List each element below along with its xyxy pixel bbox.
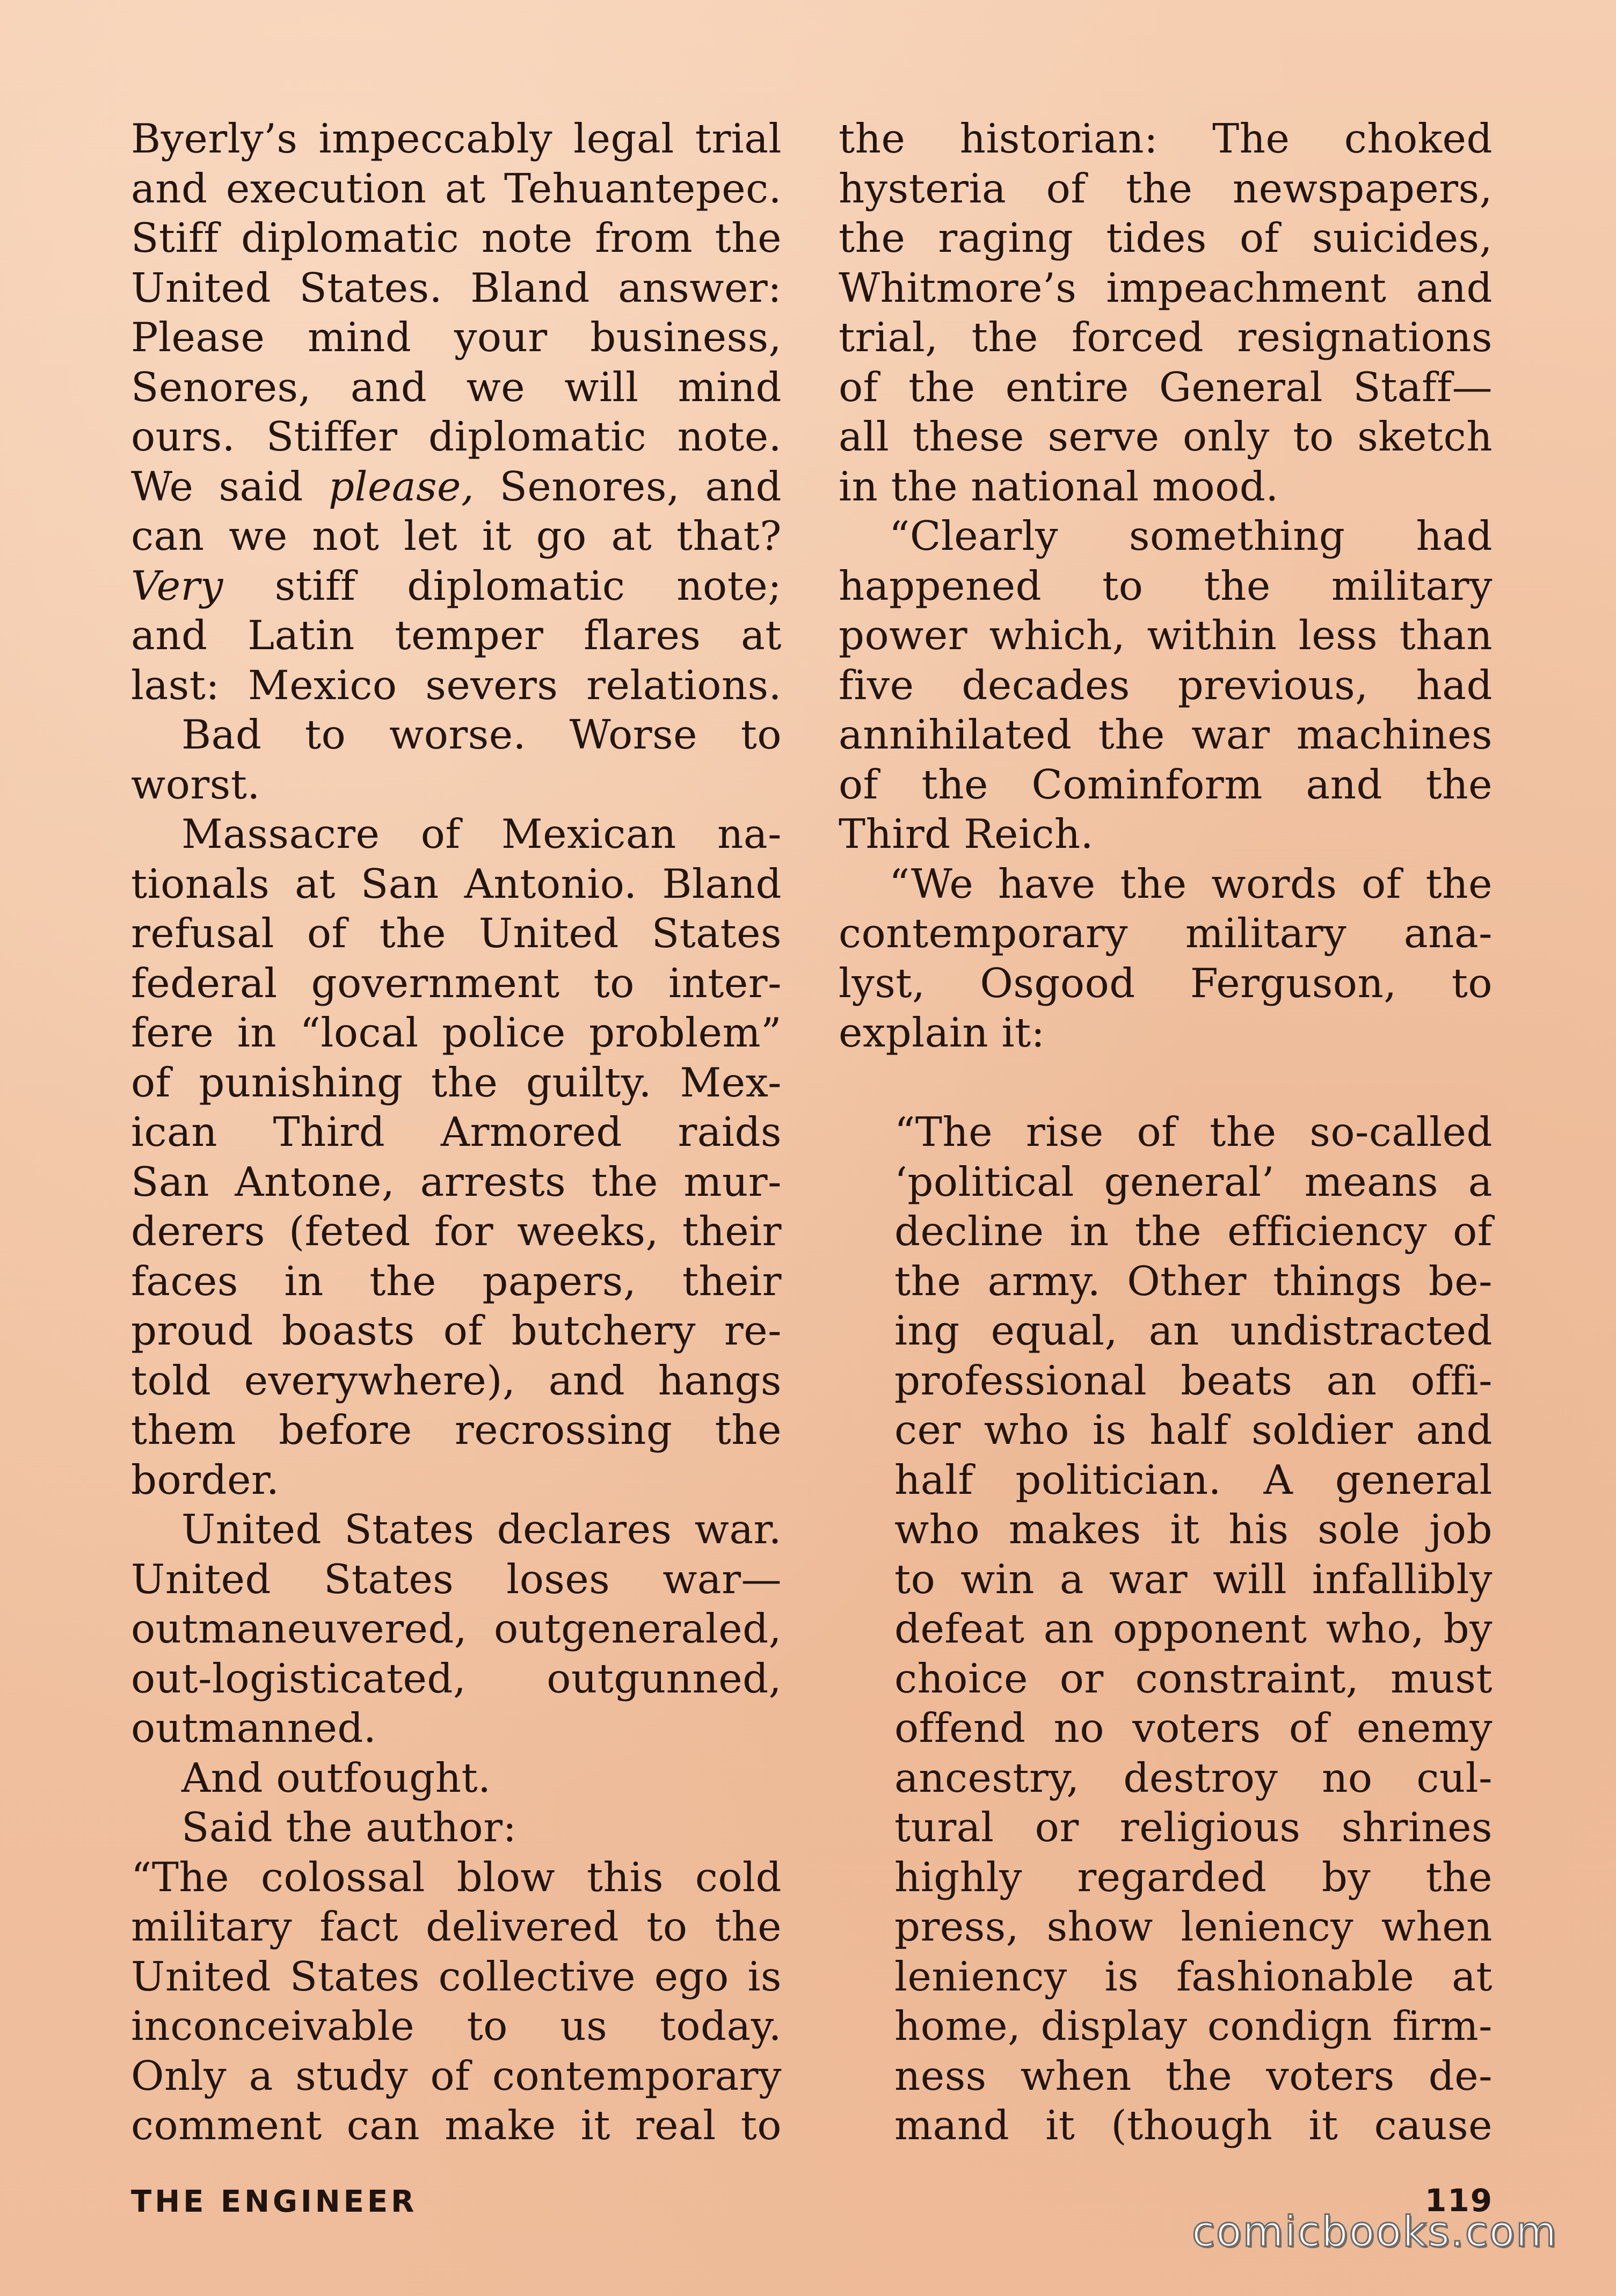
text-line: annihilated the war machines [839, 711, 1493, 758]
text-line: inconceivable to us today. [131, 2002, 782, 2050]
text-line: United States loses war— [131, 1555, 782, 1603]
text-line: “The colossal blow this cold [131, 1853, 782, 1901]
text-line: derers (feted for weeks, their [131, 1208, 782, 1255]
block-quote-line: the army. Other things be- [894, 1257, 1493, 1305]
block-quote-line: mand it (though it cause [894, 2102, 1493, 2149]
text-line: lyst, Osgood Ferguson, to [839, 959, 1493, 1007]
text-line: Please mind your business, [131, 314, 782, 361]
text-line: in the national mood. [839, 462, 1279, 510]
text-line: Only a study of contemporary [131, 2052, 782, 2099]
text-line: comment can make it real to [131, 2102, 782, 2149]
text-line: out-logisticated, outgunned, [131, 1654, 782, 1702]
paragraph-start-line: Massacre of Mexican na- [181, 810, 782, 858]
text-line: of the entire General Staff— [839, 363, 1493, 411]
text-line: border. [131, 1456, 280, 1503]
paragraph-start-line: “Clearly something had [889, 512, 1493, 560]
text-line [131, 561, 782, 611]
text-line: five decades previous, had [839, 661, 1493, 709]
text-line: military fact delivered to the [131, 1903, 782, 1950]
text-line: all these serve only to sketch [839, 413, 1493, 460]
running-footer-title: THE ENGINEER [131, 2184, 418, 2219]
paragraph-start-line: “We have the words of the [889, 860, 1493, 907]
text-line: tionals at San Antonio. Bland [131, 860, 782, 907]
block-quote-line: press, show leniency when [894, 1903, 1493, 1950]
text-fragment: We said [131, 462, 303, 510]
block-quote-start-line: “The rise of the so-called [894, 1108, 1493, 1156]
block-quote-line: ‘political general’ means a [894, 1158, 1493, 1205]
text-line: Whitmore’s impeachment and [839, 264, 1493, 311]
text-line: faces in the papers, their [131, 1257, 782, 1305]
text-line: ours. Stiffer diplomatic note. [131, 413, 782, 460]
text-line: Stiff diplomatic note from the [131, 214, 782, 261]
text-line: refusal of the United States [131, 910, 782, 957]
block-quote-line: to win a war will infallibly [894, 1555, 1493, 1603]
text-line: can we not let it go at that? [131, 512, 782, 560]
block-quote-line: ing equal, an undistracted [894, 1307, 1493, 1354]
block-quote-line: offend no voters of enemy [894, 1704, 1493, 1752]
block-quote-line: defeat an opponent who, by [894, 1605, 1493, 1652]
text-line: happened to the military [839, 562, 1493, 609]
paragraph-start-line: United States declares war. [181, 1506, 782, 1553]
text-line [131, 462, 782, 512]
text-line: United States collective ego is [131, 1952, 782, 2000]
block-quote-line: choice or constraint, must [894, 1654, 1493, 1702]
text-line: of punishing the guilty. Mex- [131, 1058, 782, 1106]
text-line: power which, within less than [839, 612, 1493, 659]
block-quote-line: ness when the voters de- [894, 2052, 1493, 2099]
block-quote-line: home, display condign firm- [894, 2002, 1493, 2050]
text-line: outmanned. [131, 1704, 377, 1752]
block-quote-line: cer who is half soldier and [894, 1406, 1493, 1454]
text-line: the historian: The choked [839, 115, 1493, 162]
text-line: contemporary military ana- [839, 910, 1493, 957]
text-line: trial, the forced resignations [839, 314, 1493, 361]
block-quote-line: half politician. A general [894, 1456, 1493, 1503]
block-quote-line: highly regarded by the [894, 1853, 1493, 1901]
block-quote-line: leniency is fashionable at [894, 1952, 1493, 2000]
text-line: and Latin temper flares at [131, 612, 782, 659]
text-fragment: stiff diplomatic note; [274, 562, 782, 609]
text-line: federal government to inter- [131, 959, 782, 1007]
text-line: ican Third Armored raids [131, 1108, 782, 1156]
text-line: Senores, and we will mind [131, 363, 782, 411]
text-line: United States. Bland answer: [131, 264, 782, 311]
italic-word: Very [131, 562, 223, 609]
right-text-column [839, 114, 1493, 2150]
text-line: Byerly’s impeccably legal trial [131, 115, 782, 162]
text-line: proud boasts of butchery re- [131, 1307, 782, 1354]
blank-line-spacer [839, 1058, 1493, 1108]
text-line: hysteria of the newspapers, [839, 164, 1493, 212]
paragraph-start-line: Bad to worse. Worse to [181, 711, 782, 758]
block-quote-line: professional beats an offi- [894, 1356, 1493, 1404]
block-quote-line: decline in the efficiency of [894, 1208, 1493, 1255]
block-quote-line: ancestry, destroy no cul- [894, 1754, 1493, 1801]
paragraph-start-line: Said the author: [181, 1804, 517, 1851]
paragraph-start-line: And outfought. [181, 1754, 491, 1801]
page-number: 119 [1425, 2182, 1494, 2219]
italic-word: please, [328, 462, 475, 510]
text-line: them before recrossing the [131, 1406, 782, 1454]
text-line: worst. [131, 760, 260, 808]
site-watermark: comicbooks.com [1192, 2208, 1558, 2256]
block-quote-line: who makes it his sole job [894, 1506, 1493, 1553]
text-line: explain it: [839, 1009, 1045, 1056]
text-line: outmaneuvered, outgeneraled, [131, 1605, 782, 1652]
text-line: last: Mexico severs relations. [131, 661, 782, 709]
text-line: of the Cominform and the [839, 760, 1493, 808]
block-quote-line: tural or religious shrines [894, 1804, 1493, 1851]
text-line: told everywhere), and hangs [131, 1356, 782, 1404]
text-line: San Antone, arrests the mur- [131, 1158, 782, 1205]
text-line: fere in “local police problem” [131, 1009, 782, 1056]
text-line: the raging tides of suicides, [839, 214, 1493, 261]
text-fragment: Senores, and [499, 462, 782, 510]
left-text-column [131, 114, 782, 2150]
text-line: and execution at Tehuantepec. [131, 164, 782, 212]
text-line: Third Reich. [839, 810, 1094, 858]
